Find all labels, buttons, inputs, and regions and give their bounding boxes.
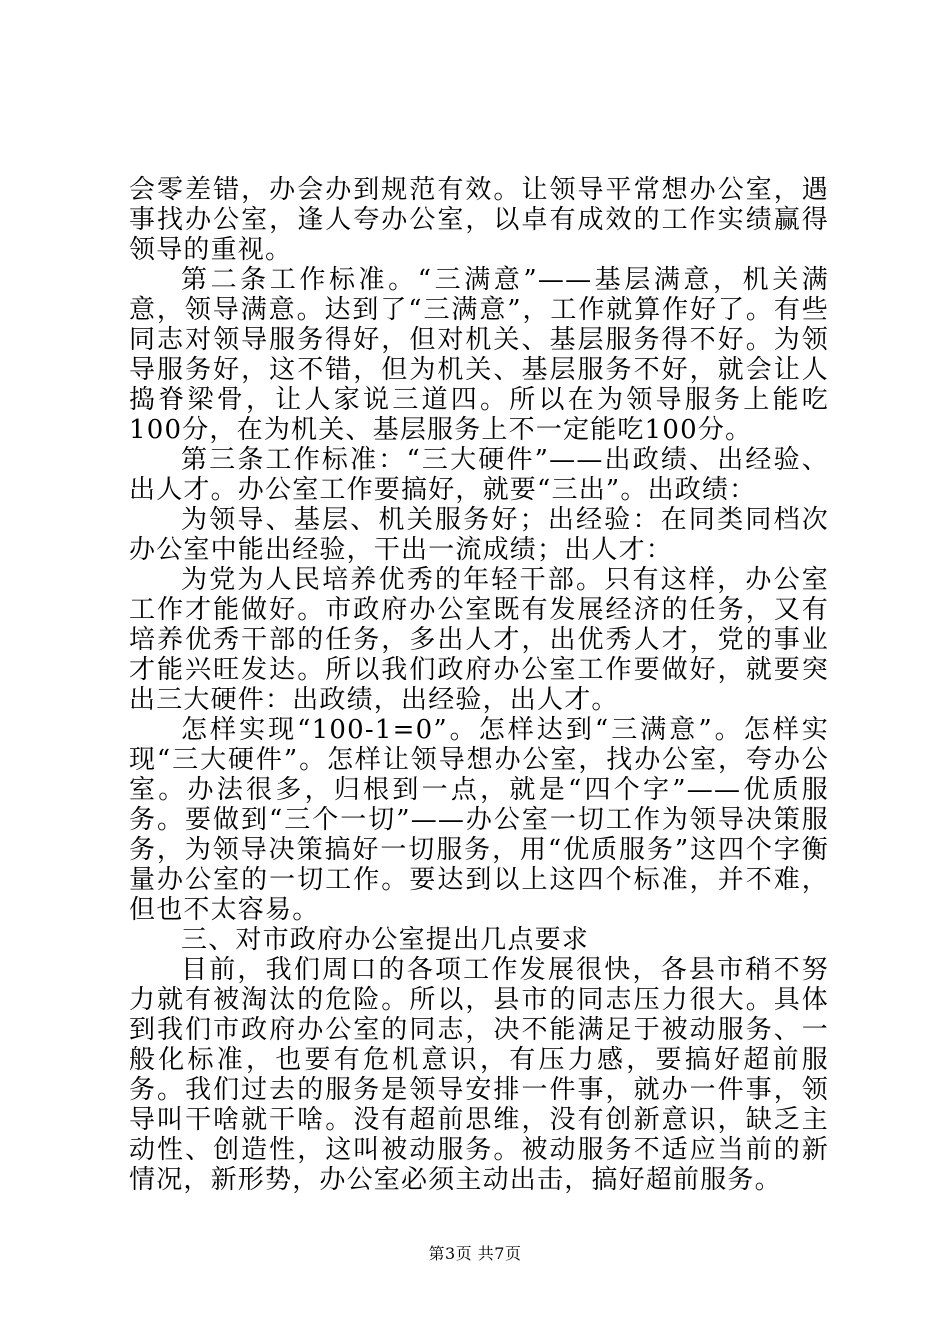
paragraph-continuation: 会零差错，办会办到规范有效。让领导平常想办公室，遇事找办公室，逢人夸办公室，以卓有成效的工作实绩赢得领导的重视。 [129, 175, 829, 265]
section-heading-requirements: 三、对市政府办公室提出几点要求 [181, 925, 590, 955]
paragraph-requirements: 目前，我们周口的各项工作发展很快，各县市稍不努力就有被淘汰的危险。所以，县市的同志压力很大。具体到我们市政府办公室的同志，决不能满足于被动服务、一般化标准，也要有危机意识，有压力感，要搞好超前服务。我们过去的服务是领导安排一件事，就办一件事，领导叫干啥就干啥。没有超前思维，没有创新意识，缺乏主动性、创造性，这叫被动服务。被动服务不适应当前的新情况，新形势，办公室必须主动出击，搞好超前服务。 [129, 955, 829, 1195]
paragraph-standard-three: 第三条工作标准：“三大硬件”——出政绩、出经验、出人才。办公室工作要搞好，就要“三出”。出政绩： [129, 445, 829, 505]
paragraph-talent: 为党为人民培养优秀的年轻干部。只有这样，办公室工作才能做好。市政府办公室既有发展经济的任务，又有培养优秀干部的任务，多出人才，出优秀人才，党的事业才能兴旺发达。所以我们政府办公室工作要做好，就要突出三大硬件：出政绩，出经验，出人才。 [129, 565, 829, 715]
paragraph-standard-two: 第二条工作标准。“三满意”——基层满意，机关满意，领导满意。达到了“三满意”，工作就算作好了。有些同志对领导服务得好，但对机关、基层服务得不好。为领导服务好，这不错，但为机关、基层服务不好，就会让人捣脊梁骨，让人家说三道四。所以在为领导服务上能吃100分，在为机关、基层服务上不一定能吃100分。 [129, 265, 829, 445]
document-body [129, 175, 829, 1195]
paragraph-how-to-achieve: 怎样实现“100-1=0”。怎样达到“三满意”。怎样实现“三大硬件”。怎样让领导想办公室，找办公室，夸办公室。办法很多，归根到一点，就是“四个字”——优质服务。要做到“三个一切”——办公室一切工作为领导决策服务，为领导决策搞好一切服务，用“优质服务”这四个字衡量办公室的一切工作。要达到以上这四个标准，并不难，但也不太容易。 [129, 715, 829, 925]
page-number-footer: 第3页 共7页 [428, 1244, 522, 1263]
paragraph-experience: 为领导、基层、机关服务好；出经验：在同类同档次办公室中能出经验，干出一流成绩；出人才： [129, 505, 829, 565]
